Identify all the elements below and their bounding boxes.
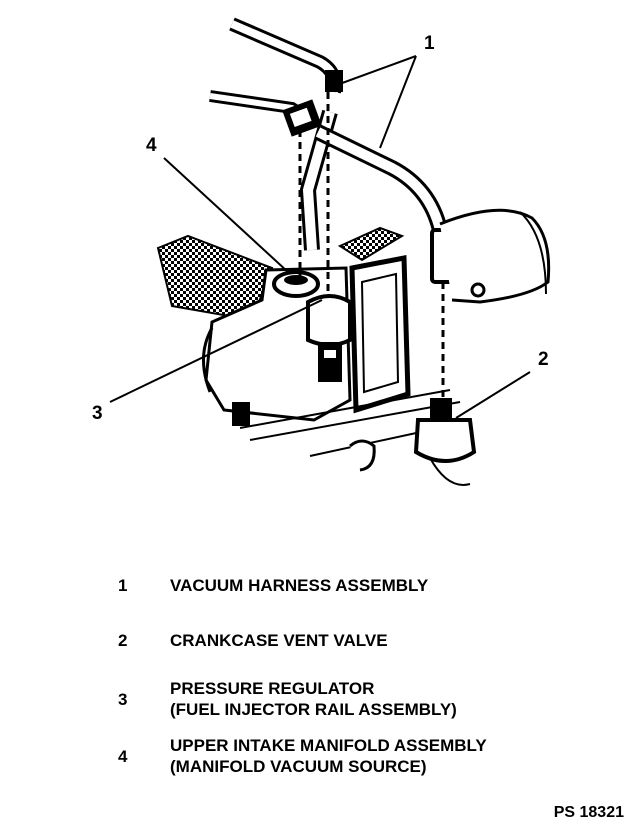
callout-2: 2 xyxy=(538,349,549,370)
legend-number: 4 xyxy=(118,747,128,766)
legend-sublabel: (FUEL INJECTOR RAIL ASSEMBLY) xyxy=(170,700,457,719)
legend-label: VACUUM HARNESS ASSEMBLY xyxy=(170,576,429,595)
leader-2 xyxy=(456,372,530,418)
legend-label: UPPER INTAKE MANIFOLD ASSEMBLY xyxy=(170,736,487,755)
leader-1b xyxy=(380,56,416,148)
legend-item-4 xyxy=(118,735,487,777)
callout-3: 3 xyxy=(92,403,103,424)
vacuum-harness-hose xyxy=(210,24,440,250)
legend-item-1 xyxy=(118,575,428,596)
legend-number: 3 xyxy=(118,690,128,709)
legend-sublabel: (MANIFOLD VACUUM SOURCE) xyxy=(170,757,427,776)
legend-label: CRANKCASE VENT VALVE xyxy=(170,631,388,650)
legend-number: 1 xyxy=(118,576,128,595)
callout-4: 4 xyxy=(146,135,157,156)
callout-1: 1 xyxy=(424,33,435,54)
legend-item-2 xyxy=(118,630,388,651)
legend-item-3 xyxy=(118,678,457,720)
legend-label: PRESSURE REGULATOR xyxy=(170,679,375,698)
reference-code: PS 18321 xyxy=(553,804,624,821)
legend-number: 2 xyxy=(118,631,128,650)
leader-1a xyxy=(334,56,416,86)
